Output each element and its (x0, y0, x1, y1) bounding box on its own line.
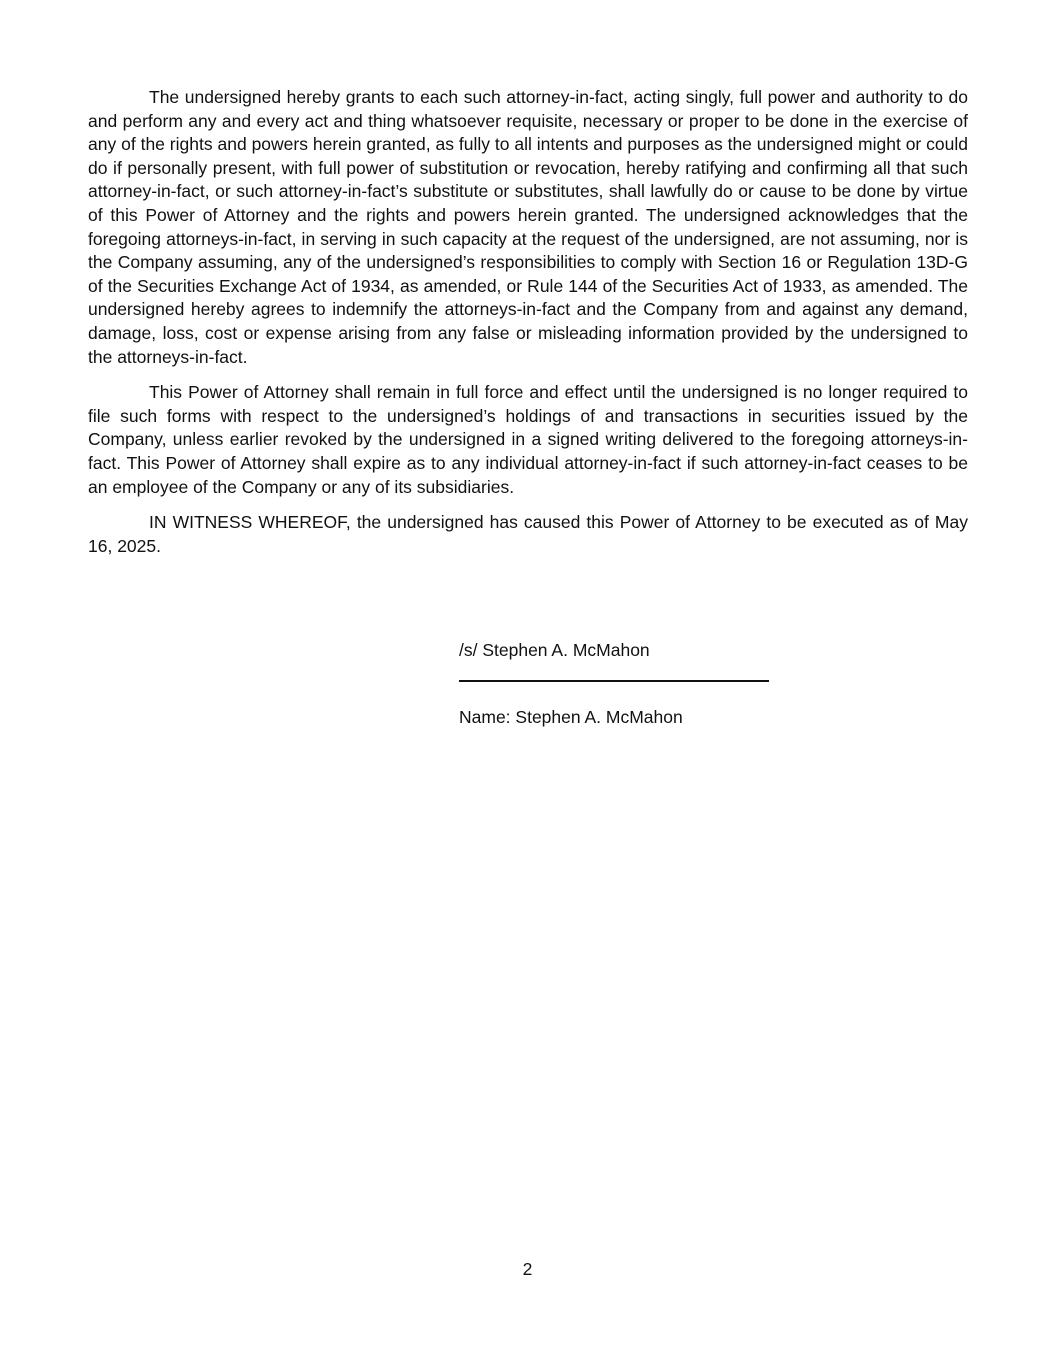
paragraph-witness: IN WITNESS WHEREOF, the undersigned has caused this Power of Attorney to be executed as of May 16, 2025. (88, 512, 968, 556)
signature-text: /s/ Stephen A. McMahon (459, 640, 650, 660)
signature-block (459, 638, 779, 729)
signature-rule (459, 680, 769, 682)
paragraph-duration: This Power of Attorney shall remain in full force and effect until the undersigned is no longer required to file such forms with respect to the undersigned’s holdings of and transactions in securities issued by the Company, unless earlier revoked by the undersigned in a signed writing delivered to the foregoing attorneys-in-fact. This Power of Attorney shall expire as to any individual attorney-in-fact if such attorney-in-fact ceases to be an employee of the Company or any of its subsidiaries. (88, 382, 968, 497)
paragraph-grant-of-authority: The undersigned hereby grants to each such attorney-in-fact, acting singly, full power and authority to do and perform any and every act and thing whatsoever requisite, necessary or proper to be done in the exercise of any of the rights and powers herein granted, as fully to all intents and purposes as the undersigned might or could do if personally present, with full power of substitution or revocation, hereby ratifying and confirming all that such attorney-in-fact, or such attorney-in-fact’s substitute or substitutes, shall lawfully do or cause to be done by virtue of this Power of Attorney and the rights and powers herein granted. The undersigned acknowledges that the foregoing attorneys-in-fact, in serving in such capacity at the request of the undersigned, are not assuming, nor is the Company assuming, any of the undersigned’s responsibilities to comply with Section 16 or Regulation 13D-G of the Securities Exchange Act of 1934, as amended, or Rule 144 of the Securities Act of 1933, as amended. The undersigned hereby agrees to indemnify the attorneys-in-fact and the Company from and against any demand, damage, loss, cost or expense arising from any false or misleading information provided by the undersigned to the attorneys-in-fact. (88, 87, 968, 367)
page-number: 2 (522, 1259, 533, 1279)
signatory-name: Name: Stephen A. McMahon (459, 707, 683, 727)
document-body (88, 86, 968, 570)
